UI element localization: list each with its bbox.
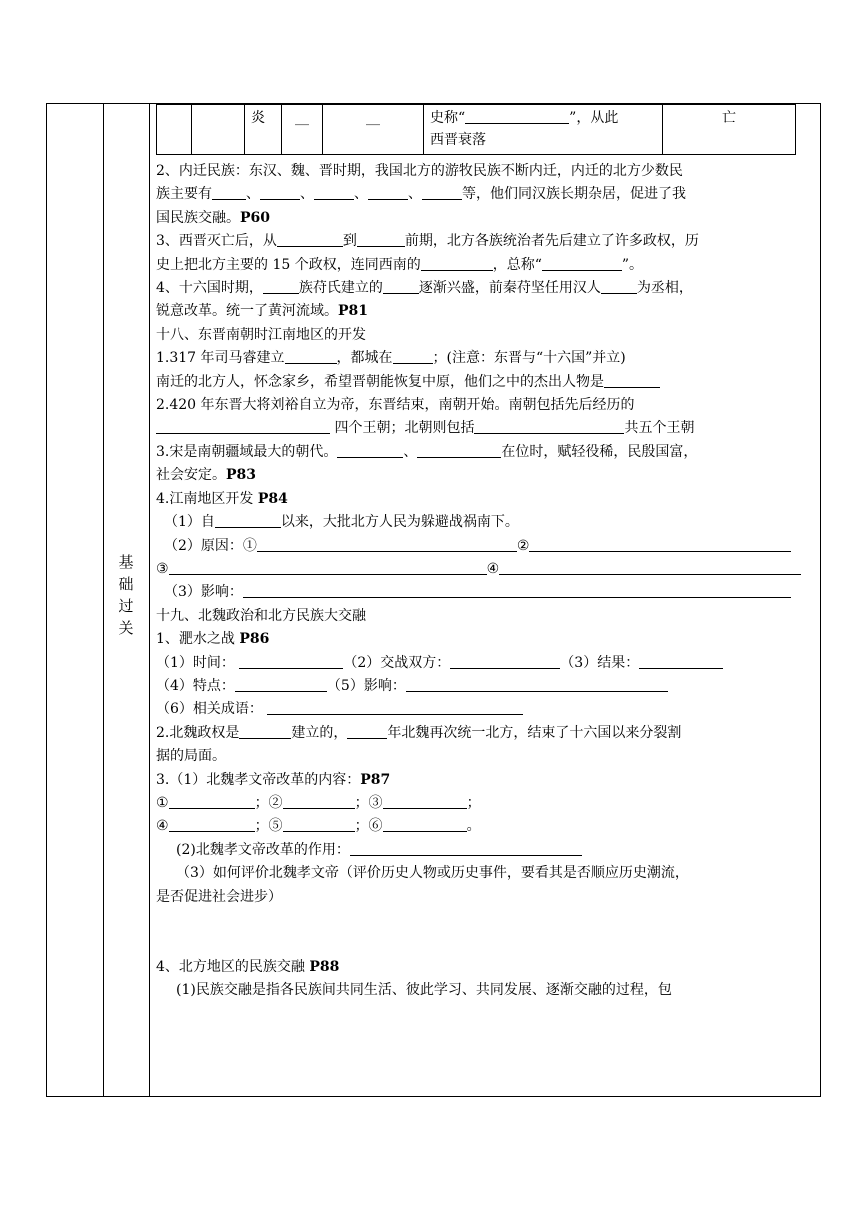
- table-cell: [192, 105, 245, 155]
- worksheet-body: [156, 160, 812, 1003]
- text-line: ① ；② ；③ ；: [156, 794, 481, 811]
- table-cell: __: [282, 105, 323, 155]
- text-line: 史上把北方主要的 15 个政权，连同西南的 ，总称“ ”。: [156, 256, 644, 273]
- spacer: [156, 909, 812, 932]
- section-label-column: [103, 104, 150, 1096]
- text-line: 据的局面。: [156, 748, 226, 765]
- table-cell: __: [323, 105, 424, 155]
- text-line: 2.420 年东晋大将刘裕自立为帝，东晋结束，南朝开始。南朝包括先后经历的: [156, 397, 635, 414]
- text-line: 锐意改革。统一了黄河流域。P81: [156, 303, 369, 320]
- section-heading-18: 十八、东晋南朝时江南地区的开发: [156, 326, 366, 343]
- text-line: 3.宋是南朝疆域最大的朝代。 、 在位时，赋轻役稀，民殷国富，: [156, 443, 698, 460]
- text-line: 四个王朝；北朝则包括 共五个王朝: [156, 417, 812, 440]
- table-cell: 亡: [663, 105, 796, 155]
- text-line: （3）影响：: [156, 581, 812, 604]
- text-line: （4）特点： （5）影响：: [156, 675, 812, 698]
- left-column: [47, 104, 104, 1096]
- carryover-table-row: [156, 104, 796, 155]
- text-line: (2)北魏孝文帝改革的作用：: [156, 839, 812, 862]
- worksheet-frame: [46, 103, 821, 1097]
- section-label: 基 础 过 关: [118, 553, 134, 637]
- text-line: （2）原因：① ②: [156, 535, 812, 558]
- table-cell: 炎: [245, 105, 282, 155]
- text-line: ③ ④: [156, 558, 812, 581]
- blank: [465, 109, 569, 124]
- text-line: （1）自 以来，大批北方人民为躲避战祸南下。: [164, 514, 519, 531]
- text-line: 族主要有 、 、 、 、 等，他们同汉族长期杂居，促进了我: [156, 186, 686, 203]
- text-line: 社会安定。P83: [156, 467, 257, 484]
- table-cell: 史称“ ”，从此 西晋衰落: [424, 105, 663, 155]
- spacer: [156, 932, 812, 955]
- text-line: ④ ；⑤ ；⑥ 。: [156, 818, 481, 835]
- text-line: （3）如何评价北魏孝文帝（评价历史人物或历史事件，要看其是否顺应历史潮流，: [176, 865, 689, 882]
- text-line: 国民族交融。P60: [156, 209, 271, 226]
- text-line: (1)民族交融是指各民族间共同生活、彼此学习、共同发展、逐渐交融的过程，包: [176, 982, 672, 999]
- text-line: 4.江南地区开发 P84: [156, 490, 288, 507]
- text-line: 是否促进社会进步）: [156, 888, 282, 905]
- text-line: 3.（1）北魏孝文帝改革的内容：P87: [156, 771, 391, 788]
- text-line: 4、北方地区的民族交融 P88: [156, 958, 340, 975]
- text-line: 3、西晋灭亡后，从 到 前期，北方各族统治者先后建立了许多政权，历: [156, 233, 699, 250]
- text-line: 南迁的北方人，怀念家乡，希望晋朝能恢复中原，他们之中的杰出人物是: [156, 371, 812, 394]
- text-line: 4、十六国时期， 族苻氏建立的 逐渐兴盛，前秦苻坚任用汉人 为丞相，: [156, 280, 693, 297]
- text-line: 1、淝水之战 P86: [156, 631, 270, 648]
- table-cell: [157, 105, 192, 155]
- section-heading-19: 十九、北魏政治和北方民族大交融: [156, 607, 366, 624]
- text-line: 1.317 年司马睿建立 ，都城在 ；(注意：东晋与“十六国”并立): [156, 350, 626, 367]
- text-line: 2.北魏政权是 建立的， 年北魏再次统一北方，结束了十六国以来分裂割: [156, 724, 682, 741]
- text-line: 2、内迁民族：东汉、魏、晋时期，我国北方的游牧民族不断内迁，内迁的北方少数民: [156, 163, 683, 179]
- main-content-cell: [150, 104, 820, 1096]
- text-line: （1）时间： （2）交战双方： （3）结果：: [156, 652, 812, 675]
- text-line: （6）相关成语：: [156, 698, 812, 721]
